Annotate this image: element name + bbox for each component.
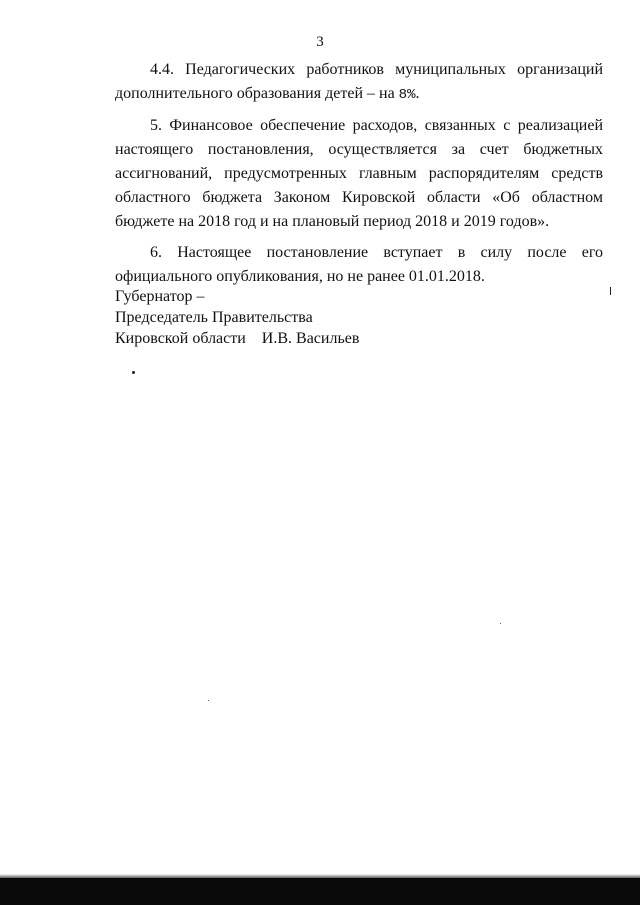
scan-bottom-border xyxy=(0,878,640,905)
paragraph-4-4 xyxy=(115,58,603,107)
paragraph-4-4-end: . xyxy=(415,85,420,102)
signature-block xyxy=(115,286,359,349)
paragraph-4-4-text: 4.4. Педагогических работников муниципальных организаций дополнительного образования детей – на xyxy=(115,61,603,102)
scan-speck xyxy=(132,371,135,374)
scan-speck xyxy=(610,287,611,295)
signature-title-chairman: Председатель Правительства xyxy=(115,309,313,326)
page-number: 3 xyxy=(316,34,324,50)
paragraph-6: 6. Настоящее постановление вступает в силу после его официального опубликования, но не ранее 01.01.2018. xyxy=(115,244,603,285)
document-body xyxy=(115,58,603,289)
scan-speck xyxy=(500,623,501,624)
scan-speck xyxy=(208,700,209,701)
percent-value: 8% xyxy=(398,87,416,103)
signature-region-and-name: Кировской области И.В. Васильев xyxy=(115,330,360,347)
signature-title-governor: Губернатор – xyxy=(115,288,205,305)
paragraph-5: 5. Финансовое обеспечение расходов, связанных с реализацией настоящего постановления, осуществляется за счет бюджетных ассигнований, предусмотренных главным распорядителям средств областного бюджета Законом Кировской области «Об областном бюджете на 2018 год и на плановый период 2018 и 2019 годов». xyxy=(115,117,603,230)
